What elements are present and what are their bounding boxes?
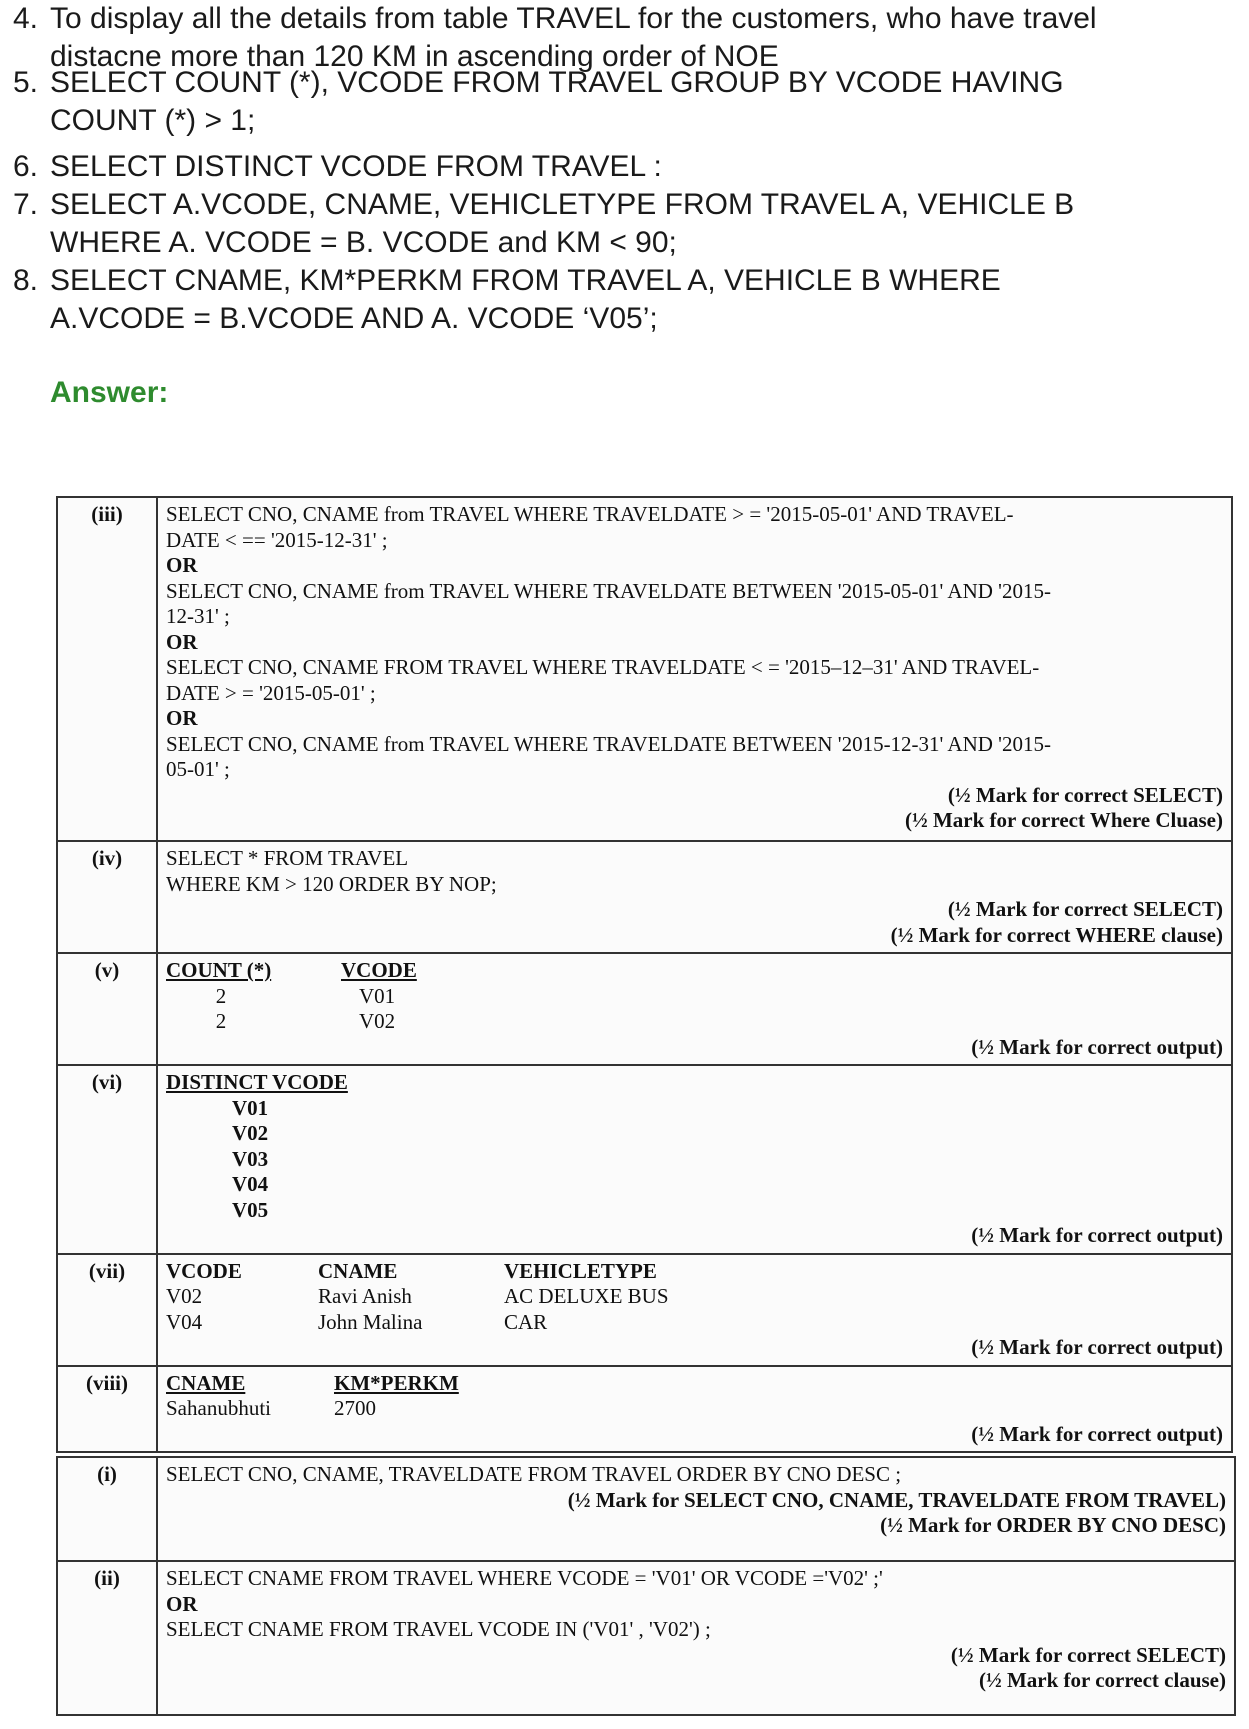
sql-line: SELECT CNO, CNAME from TRAVEL WHERE TRAVELDATE BETWEEN '2015-12-31' AND '2015- <box>166 731 1051 756</box>
mark-note: (½ Mark for correct output) <box>971 1335 1223 1359</box>
answer-heading: Answer: <box>50 376 169 409</box>
answer-content <box>157 497 1232 841</box>
column-header: COUNT (*) <box>166 958 272 982</box>
question-line: COUNT (*) > 1; <box>50 104 256 137</box>
answer-label: (iii) <box>57 497 157 841</box>
cell: V01 <box>232 1095 269 1120</box>
answer-content <box>157 1457 1235 1561</box>
answer-row-iii <box>57 497 1232 841</box>
question-line: SELECT A.VCODE, CNAME, VEHICLETYPE FROM TRAVEL A, VEHICLE B <box>50 188 1075 221</box>
mark-note: (½ Mark for correct Where Cluase) <box>904 808 1223 832</box>
question-line: distacne more than 120 KM in ascending order of NOE <box>50 40 779 73</box>
mark-note: (½ Mark for correct SELECT) <box>947 897 1223 921</box>
question-number: 5. <box>12 66 38 99</box>
answer-row-viii <box>57 1366 1232 1453</box>
mark-note: (½ Mark for correct clause) <box>978 1668 1226 1692</box>
mark-note: (½ Mark for correct SELECT) <box>950 1642 1226 1667</box>
column-header: CNAME <box>166 1370 246 1395</box>
sql-line: WHERE KM > 120 ORDER BY NOP; <box>166 871 497 896</box>
column-header: VEHICLETYPE <box>504 1258 657 1283</box>
question-number: 4. <box>12 2 38 35</box>
mark-note: (½ Mark for ORDER BY CNO DESC) <box>880 1513 1226 1537</box>
mark-note: (½ Mark for correct WHERE clause) <box>890 922 1223 947</box>
cell: 2700 <box>334 1396 376 1420</box>
question-number: 7. <box>12 188 38 221</box>
output-table <box>166 1259 1223 1336</box>
column-header: CNAME <box>318 1258 398 1283</box>
cell: John Malina <box>318 1309 423 1334</box>
sql-line: 05-01' ; <box>166 757 230 781</box>
sql-line: SELECT CNAME FROM TRAVEL WHERE VCODE = 'V01' OR VCODE ='V02' ;' <box>166 1566 883 1590</box>
cell: V03 <box>232 1146 269 1171</box>
question-line: SELECT CNAME, KM*PERKM FROM TRAVEL A, VEHICLE B WHERE <box>50 264 1001 297</box>
cell: V04 <box>232 1172 269 1196</box>
answer-content <box>157 1561 1235 1715</box>
column-header: KM*PERKM <box>334 1370 459 1395</box>
question-line: WHERE A. VCODE = B. VCODE and KM < 90; <box>50 226 677 259</box>
answer-label: (ii) <box>57 1561 157 1715</box>
cell: Ravi Anish <box>318 1284 412 1308</box>
column-header: VCODE <box>341 958 417 982</box>
answer-row-iv <box>57 841 1232 953</box>
answer-label: (i) <box>57 1457 157 1561</box>
or-label: OR <box>166 706 198 730</box>
answer-row-v <box>57 953 1232 1065</box>
cell: V01 <box>359 983 396 1008</box>
answer-table-2 <box>56 1456 1236 1716</box>
cell: 2 <box>215 983 227 1008</box>
answer-row-i <box>57 1457 1235 1561</box>
mark-note: (½ Mark for correct output) <box>971 1421 1223 1446</box>
question-line: SELECT COUNT (*), VCODE FROM TRAVEL GROUP BY VCODE HAVING <box>50 66 1064 99</box>
sql-line: SELECT CNO, CNAME from TRAVEL WHERE TRAVELDATE BETWEEN '2015-05-01' AND '2015- <box>166 578 1051 603</box>
answer-label: (v) <box>57 953 157 1065</box>
answer-row-ii <box>57 1561 1235 1715</box>
or-label: OR <box>166 1591 198 1616</box>
answer-label: (vii) <box>57 1254 157 1366</box>
sql-line: SELECT CNO, CNAME FROM TRAVEL WHERE TRAVELDATE < = '2015–12–31' AND TRAVEL- <box>166 655 1040 679</box>
answer-content <box>157 1065 1232 1254</box>
cell: V05 <box>232 1197 269 1222</box>
mark-note: (½ Mark for SELECT CNO, CNAME, TRAVELDATE FROM TRAVEL) <box>567 1487 1226 1512</box>
question-number: 8. <box>12 264 38 297</box>
column-header: VCODE <box>166 1258 242 1283</box>
answer-label: (vi) <box>57 1065 157 1254</box>
or-label: OR <box>166 553 198 577</box>
output-table <box>166 958 1223 1035</box>
mark-note: (½ Mark for correct output) <box>971 1034 1223 1059</box>
sql-line: 12-31' ; <box>166 604 230 628</box>
answer-row-vi <box>57 1065 1232 1254</box>
question-line: A.VCODE = B.VCODE AND A. VCODE ‘V05’; <box>50 302 658 335</box>
cell: V02 <box>232 1121 269 1145</box>
cell: V02 <box>166 1284 203 1308</box>
answer-table-1 <box>56 496 1233 1453</box>
cell: V04 <box>166 1309 203 1334</box>
cell: CAR <box>504 1309 548 1334</box>
question-line: SELECT DISTINCT VCODE FROM TRAVEL : <box>50 150 662 183</box>
output-table <box>166 1371 1223 1422</box>
answer-content <box>157 953 1232 1065</box>
sql-line: SELECT CNO, CNAME from TRAVEL WHERE TRAVELDATE > = '2015-05-01' AND TRAVEL- <box>166 502 1014 526</box>
cell: 2 <box>215 1009 227 1033</box>
answer-content <box>157 1254 1232 1366</box>
cell: AC DELUXE BUS <box>504 1284 669 1308</box>
sql-line: SELECT * FROM TRAVEL <box>166 846 409 870</box>
answer-label: (viii) <box>57 1366 157 1453</box>
cell: V02 <box>359 1009 396 1033</box>
answer-content <box>157 1366 1232 1453</box>
answer-content <box>157 841 1232 953</box>
sql-line: DATE < == '2015-12-31' ; <box>166 527 388 552</box>
column-header: DISTINCT VCODE <box>166 1070 348 1094</box>
sql-line: SELECT CNO, CNAME, TRAVELDATE FROM TRAVEL ORDER BY CNO DESC ; <box>166 1462 902 1486</box>
sql-line: SELECT CNAME FROM TRAVEL VCODE IN ('V01' , 'V02') ; <box>166 1617 711 1641</box>
mark-note: (½ Mark for correct output) <box>971 1223 1223 1247</box>
sql-line: DATE > = '2015-05-01' ; <box>166 680 376 705</box>
answer-label: (iv) <box>57 841 157 953</box>
answer-row-vii <box>57 1254 1232 1366</box>
or-label: OR <box>166 629 198 654</box>
cell: Sahanubhuti <box>166 1396 271 1420</box>
question-number: 6. <box>12 150 38 183</box>
mark-note: (½ Mark for correct SELECT) <box>947 782 1223 807</box>
question-line: To display all the details from table TRAVEL for the customers, who have travel <box>50 2 1097 35</box>
